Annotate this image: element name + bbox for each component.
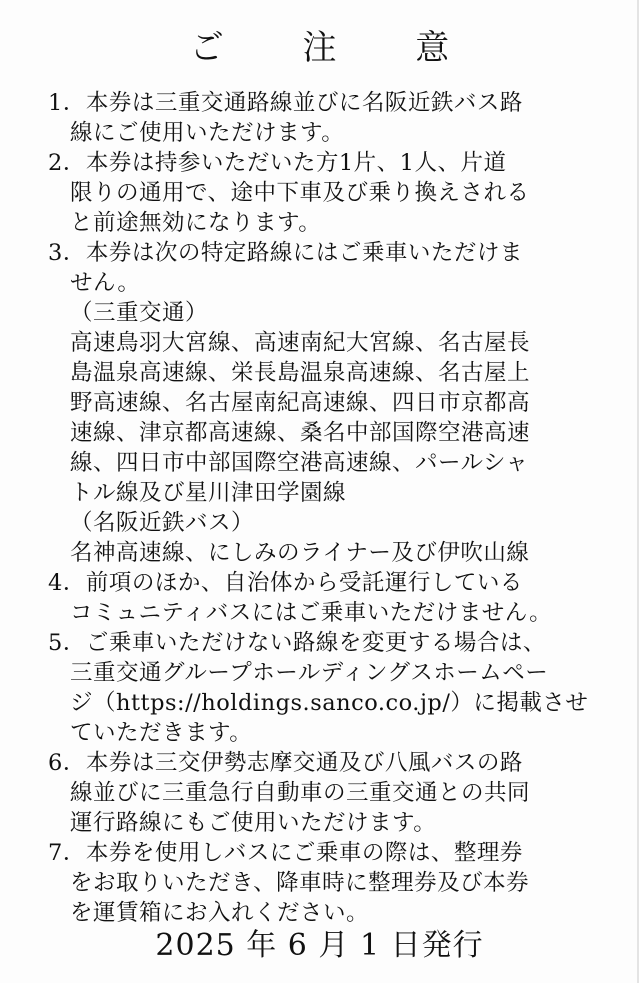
item-3-sanco-route-line: 野高速線、名古屋南紀高速線、四日市京都高 [70, 390, 531, 416]
item-5-line-1: 5．ご乗車いただけない路線を変更する場合は、 [48, 630, 546, 656]
item-6-line-1: 6．本券は三交伊勢志摩交通及び八風バスの路 [48, 750, 523, 776]
item-7-line-3: を運賃箱にお入れください。 [70, 900, 370, 926]
item-3-sanco-route-line: 高速鳥羽大宮線、高速南紀大宮線、名古屋長 [70, 330, 531, 356]
item-4-line-1: 4．前項のほか、自治体から受託運行している [48, 570, 523, 596]
item-3-meihan-route-line: 名神高速線、にしみのライナー及び伊吹山線 [70, 540, 530, 566]
item-2-line-3: と前途無効になります。 [70, 210, 322, 236]
item-5-line-3: ジ（https://holdings.sanco.co.jp/）に掲載させ [70, 690, 589, 716]
item-1-line-2: 線にご使用いただけます。 [70, 120, 345, 146]
item-3-sanco-heading: （三重交通） [70, 300, 209, 326]
item-4-line-2: コミュニティバスにはご乗車いただけません。 [70, 600, 553, 626]
item-6-line-3: 運行路線にもご使用いただけます。 [70, 810, 437, 836]
item-3-line-2: せん。 [70, 270, 141, 296]
item-5-line-4: ていただきます。 [70, 720, 253, 746]
issue-date: 2025 年 6 月 1 日発行 [155, 928, 484, 963]
item-3-sanco-route-line: トル線及び星川津田学園線 [70, 480, 347, 506]
item-7-line-2: をお取りいただき、降車時に整理券及び本券 [70, 870, 530, 896]
item-3-sanco-route-line: 島温泉高速線、栄長島温泉高速線、名古屋上 [70, 360, 531, 386]
item-2-line-2: 限りの通用で、途中下車及び乗り換えされる [70, 180, 530, 206]
item-2-line-1: 2．本券は持参いただいた方1片、1人、片道 [48, 150, 507, 176]
item-3-line-1: 3．本券は次の特定路線にはご乗車いただけま [48, 240, 523, 266]
item-3-sanco-route-line: 線、四日市中部国際空港高速線、パールシャ [70, 450, 529, 476]
item-1-line-1: 1．本券は三重交通路線並びに名阪近鉄バス路 [48, 90, 523, 116]
page-title: ご 注 意 [189, 28, 484, 68]
item-6-line-2: 線並びに三重急行自動車の三重交通との共同 [70, 780, 531, 806]
item-3-meihan-heading: （名阪近鉄バス） [70, 510, 255, 536]
item-5-line-2: 三重交通グループホールディングスホームペー [70, 660, 549, 686]
item-3-sanco-route-line: 速線、津京都高速線、桑名中部国際空港高速 [70, 420, 531, 446]
item-7-line-1: 7．本券を使用しバスにご乗車の際は、整理券 [48, 840, 523, 866]
